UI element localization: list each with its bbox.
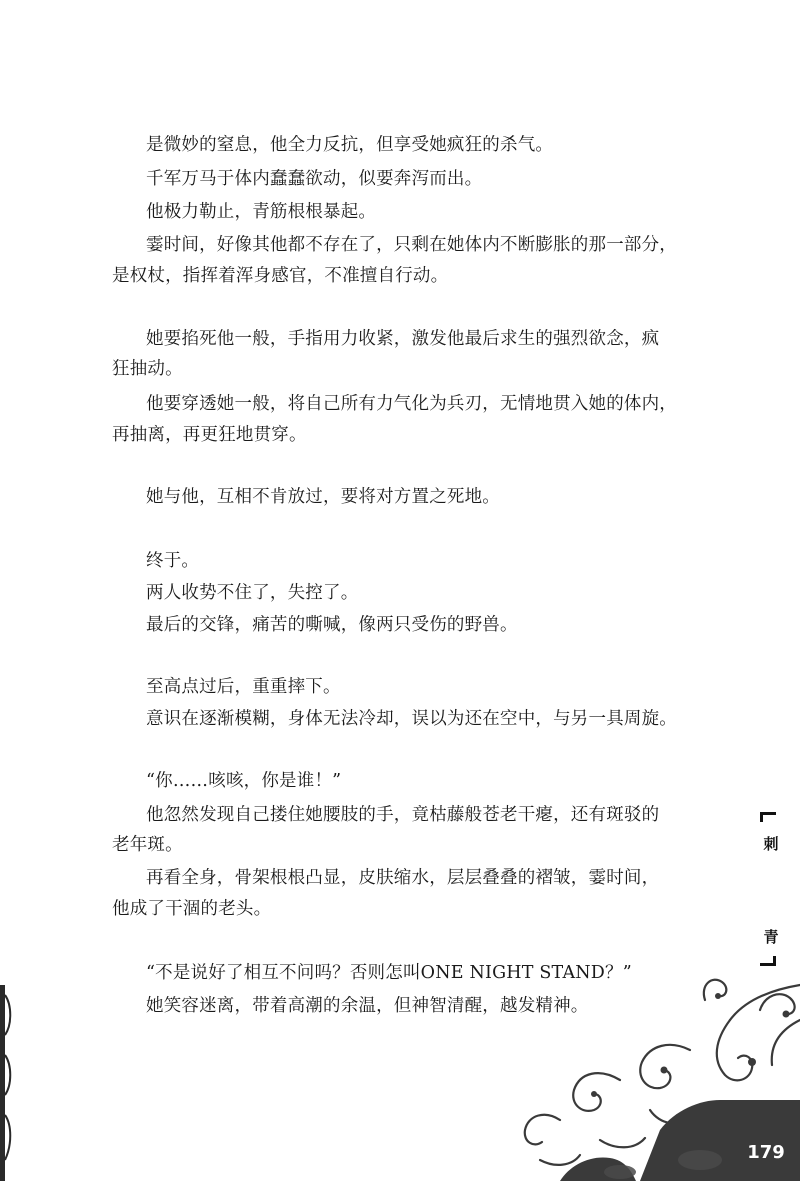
text-line: 千军万马于体内蠢蠢欲动，似要奔泻而出。 bbox=[146, 169, 483, 189]
text-line: 她要掐死他一般，手指用力收紧，激发他最后求生的强烈欲念，疯 bbox=[146, 329, 660, 349]
text-line: 再抽离，再更狂地贯穿。 bbox=[112, 425, 307, 445]
text-line: 她与他，互相不肯放过，要将对方置之死地。 bbox=[146, 487, 500, 507]
side-title-char: 刺 bbox=[763, 835, 779, 853]
text-line: 他成了干涸的老头。 bbox=[112, 899, 272, 919]
text-line: 狂抽动。 bbox=[112, 359, 183, 379]
text-line: 两人收势不住了，失控了。 bbox=[146, 583, 359, 603]
text-line: “你……咳咳，你是谁！” bbox=[146, 771, 342, 791]
side-title-char: 青 bbox=[763, 928, 779, 946]
text-line: 老年斑。 bbox=[112, 835, 183, 855]
page-number: 179 bbox=[747, 1142, 785, 1163]
text-line: 霎时间，好像其他都不存在了，只剩在她体内不断膨胀的那一部分， bbox=[146, 235, 677, 255]
text-line: 至高点过后，重重摔下。 bbox=[146, 677, 341, 697]
text-line: 他极力勒止，青筋根根暴起。 bbox=[146, 202, 377, 222]
text-line: 他忽然发现自己搂住她腰肢的手，竟枯藤般苍老干瘪，还有斑驳的 bbox=[146, 805, 660, 825]
text-line: 意识在逐渐模糊，身体无法冷却，误以为还在空中，与另一具周旋。 bbox=[146, 709, 677, 729]
text-line: 再看全身，骨架根根凸显，皮肤缩水，层层叠叠的褶皱，霎时间， bbox=[146, 868, 660, 888]
text-line: 终于。 bbox=[146, 551, 200, 571]
text-line: 是权杖，指挥着浑身感官，不准擅自行动。 bbox=[112, 266, 449, 286]
text-line: 她笑容迷离，带着高潮的余温，但神智清醒，越发精神。 bbox=[146, 996, 589, 1016]
text-line: 他要穿透她一般，将自己所有力气化为兵刃，无情地贯入她的体内， bbox=[146, 394, 677, 414]
text-line: 最后的交锋，痛苦的嘶喊，像两只受伤的野兽。 bbox=[146, 615, 518, 635]
text-line: 是微妙的窒息，他全力反抗，但享受她疯狂的杀气。 bbox=[146, 135, 554, 155]
text-line: “不是说好了相互不问吗？否则怎叫ONE NIGHT STAND？” bbox=[146, 963, 632, 983]
